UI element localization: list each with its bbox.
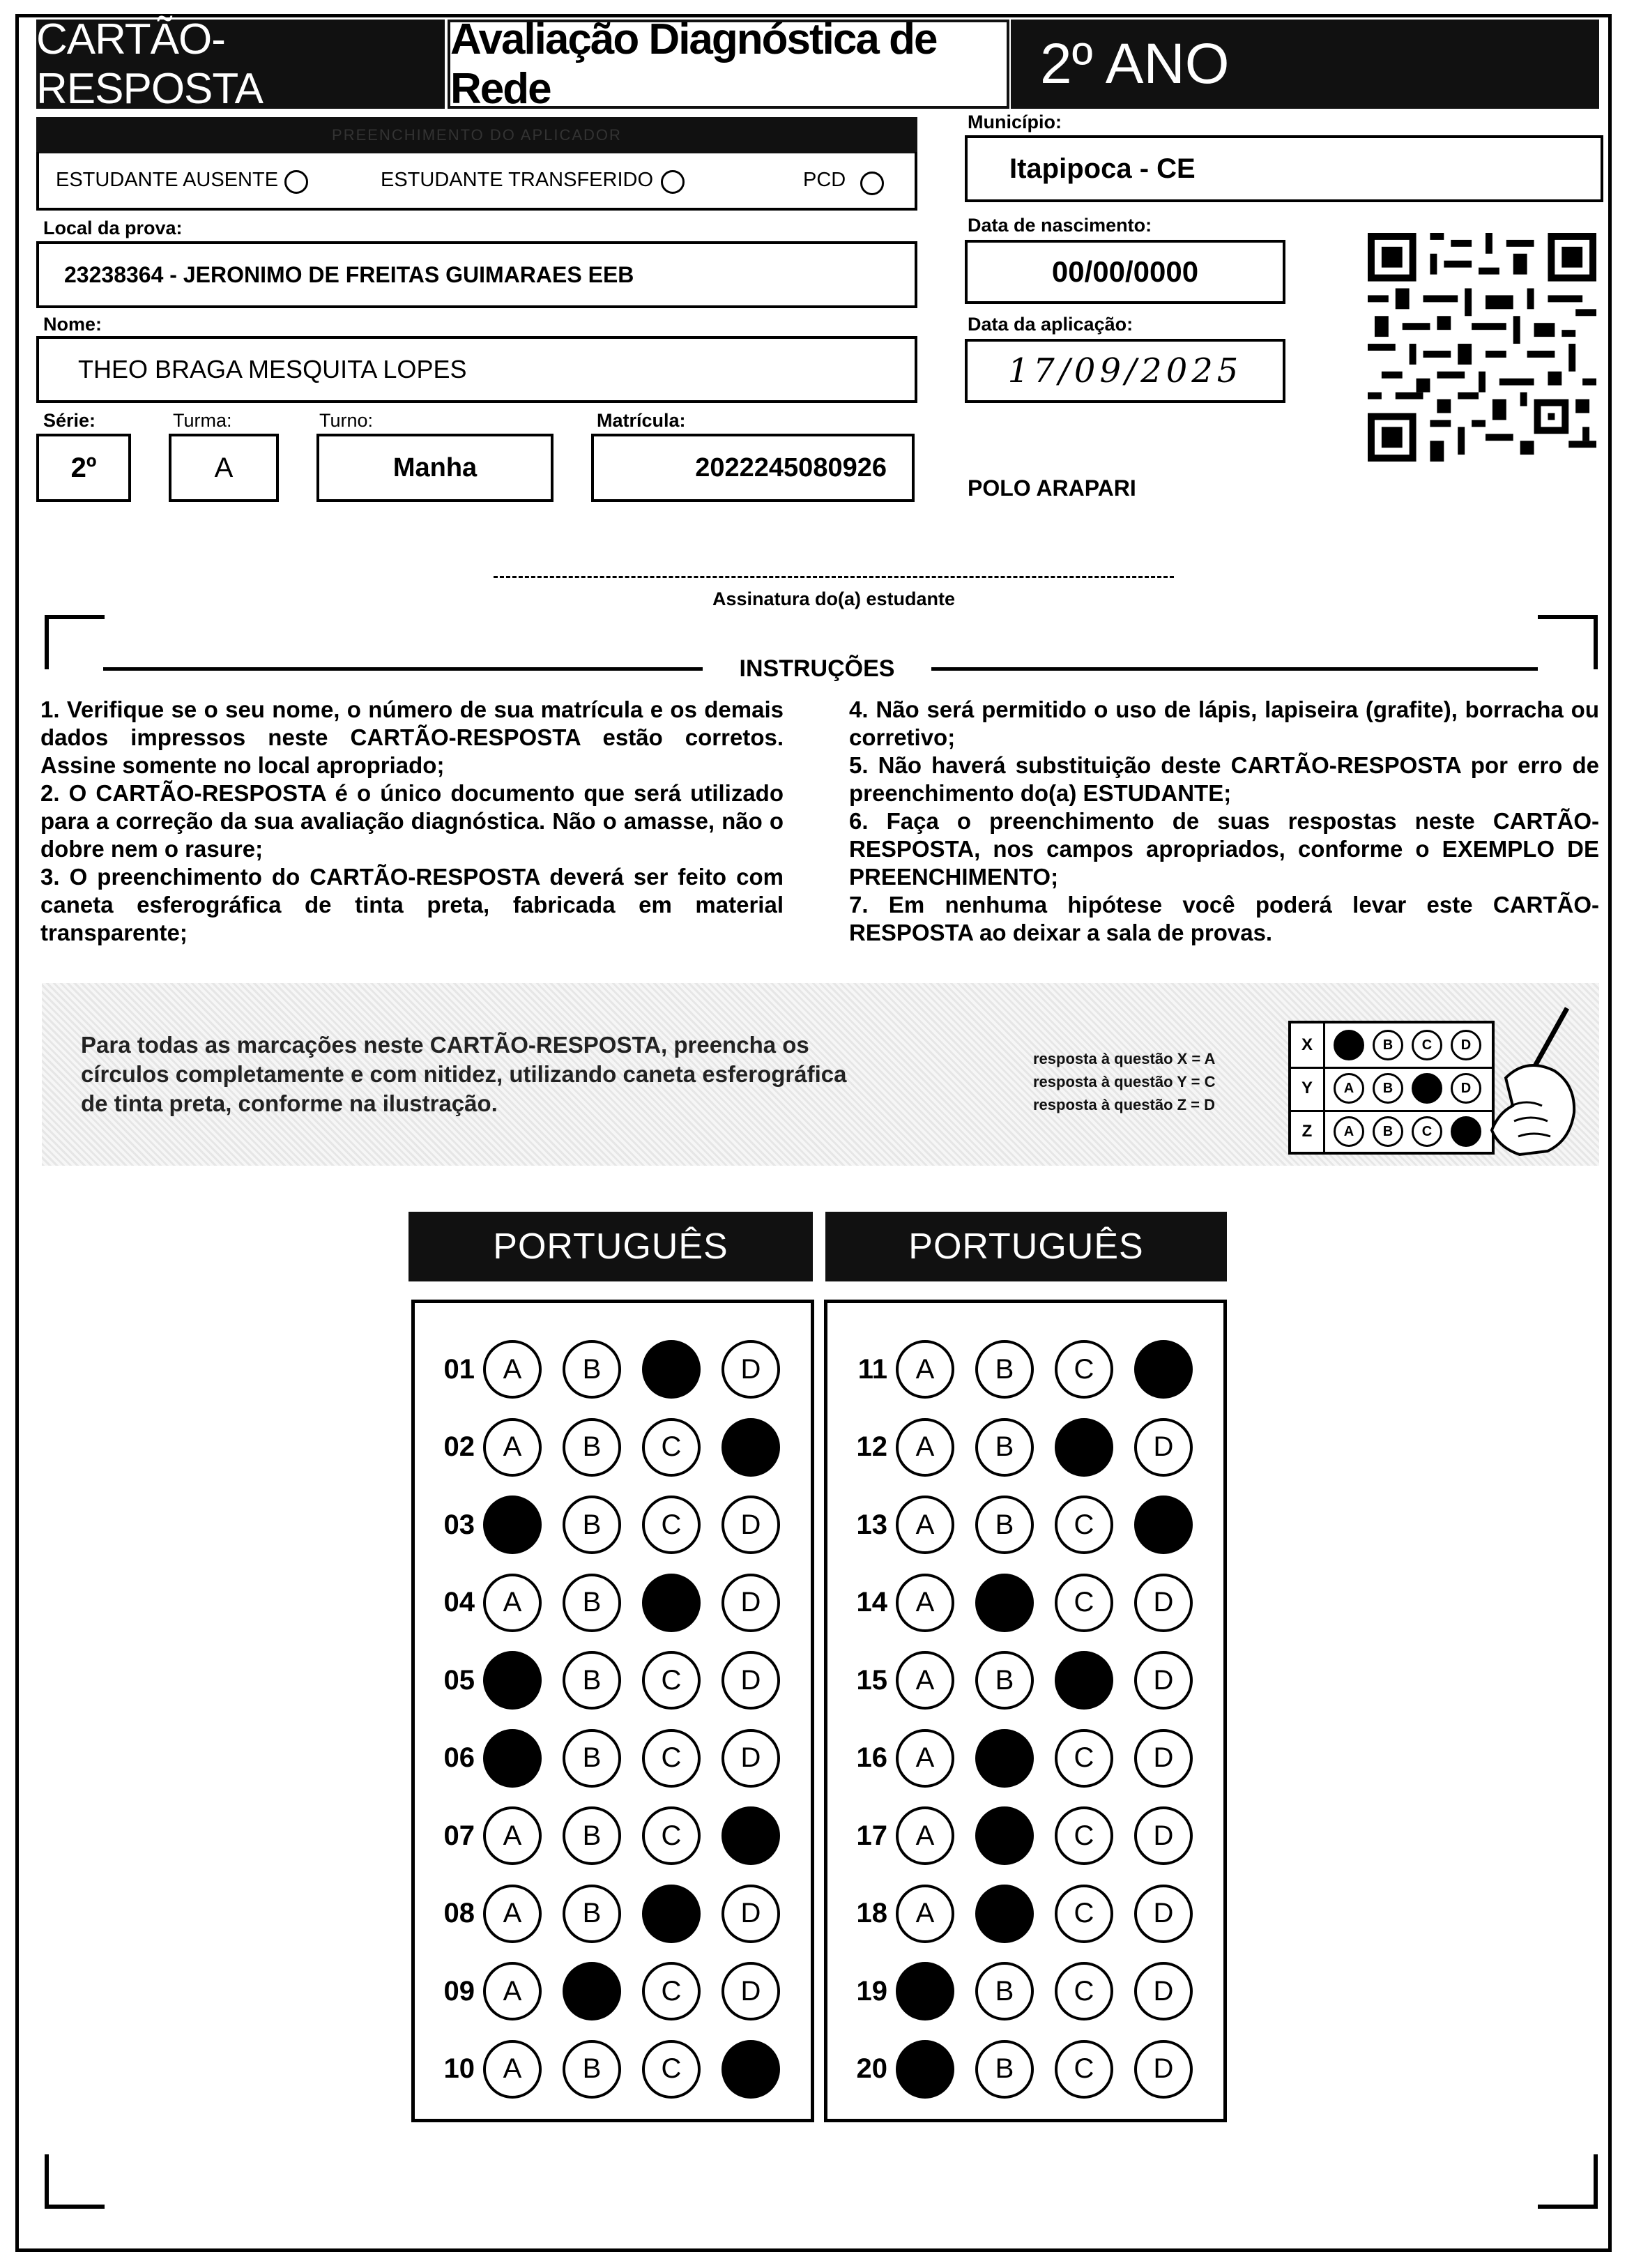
answer-bubble-c[interactable]: C bbox=[1055, 1962, 1113, 2020]
transferred-label: ESTUDANTE TRANSFERIDO bbox=[381, 169, 654, 191]
question-number: 20 bbox=[856, 2053, 887, 2084]
answer-bubble-a[interactable] bbox=[483, 1729, 542, 1788]
corner-mark-top-right bbox=[1538, 615, 1598, 669]
answer-bubble-c[interactable]: C bbox=[1055, 1729, 1113, 1788]
answer-bubble-c[interactable] bbox=[642, 1340, 701, 1399]
question-number: 10 bbox=[443, 2053, 475, 2084]
example-bubble: B bbox=[1373, 1030, 1403, 1060]
transferred-checkbox[interactable] bbox=[661, 170, 685, 194]
answer-bubble-a[interactable] bbox=[483, 1495, 542, 1554]
question-number: 09 bbox=[443, 1975, 475, 2007]
question-number: 05 bbox=[443, 1664, 475, 1696]
serie-value: 2º bbox=[70, 452, 97, 483]
municipio-label: Município: bbox=[968, 112, 1062, 132]
example-row-label: Y bbox=[1291, 1067, 1325, 1110]
question-number: 08 bbox=[443, 1898, 475, 1928]
example-row bbox=[1291, 1067, 1492, 1112]
answer-panel-1 bbox=[411, 1300, 814, 2122]
answer-bubble-c[interactable] bbox=[1055, 1418, 1113, 1477]
municipio-value: Itapipoca - CE bbox=[1009, 153, 1196, 184]
answer-bubble-b[interactable]: B bbox=[975, 1418, 1034, 1477]
answer-bubble-b[interactable]: B bbox=[975, 1340, 1034, 1399]
answer-bubble-b[interactable]: B bbox=[563, 1418, 621, 1477]
answer-bubble-d[interactable]: D bbox=[721, 1729, 780, 1788]
example-bubble: B bbox=[1373, 1116, 1403, 1147]
answer-bubble-a[interactable]: A bbox=[896, 1806, 954, 1865]
answer-bubble-b[interactable]: B bbox=[975, 2040, 1034, 2099]
example-bubble bbox=[1451, 1116, 1481, 1147]
answer-bubble-b[interactable] bbox=[563, 1962, 621, 2020]
answer-bubble-a[interactable]: A bbox=[896, 1418, 954, 1477]
answer-bubble-b[interactable] bbox=[975, 1729, 1034, 1788]
example-row bbox=[1291, 1110, 1492, 1153]
answer-bubble-b[interactable]: B bbox=[975, 1495, 1034, 1554]
application-date-field bbox=[965, 339, 1285, 403]
answer-bubble-b[interactable]: B bbox=[975, 1651, 1034, 1710]
question-row bbox=[415, 1415, 780, 1480]
instructions-left bbox=[40, 696, 784, 947]
serie-field bbox=[36, 434, 131, 502]
example-row-label: Z bbox=[1291, 1110, 1325, 1153]
applicator-bar bbox=[36, 117, 917, 153]
absent-checkbox[interactable] bbox=[284, 170, 308, 194]
municipio-field bbox=[965, 135, 1603, 202]
answer-panel-2 bbox=[824, 1300, 1227, 2122]
example-bubble: C bbox=[1412, 1116, 1442, 1147]
name-field bbox=[36, 336, 917, 403]
question-row bbox=[827, 1726, 1193, 1791]
pcd-checkbox[interactable] bbox=[860, 172, 884, 195]
absent-label: ESTUDANTE AUSENTE bbox=[56, 169, 279, 191]
example-bubble bbox=[1334, 1030, 1364, 1060]
matricula-field bbox=[591, 434, 915, 502]
answer-bubble-d[interactable]: D bbox=[1134, 2040, 1193, 2099]
example-legend-z: resposta à questão Z = D bbox=[1033, 1096, 1216, 1113]
signature-label: Assinatura do(a) estudante bbox=[712, 588, 956, 609]
corner-mark-top-left bbox=[45, 615, 105, 669]
question-number: 16 bbox=[856, 1742, 887, 1773]
example-legend-x: resposta à questão X = A bbox=[1033, 1050, 1216, 1067]
serie-label: Série: bbox=[43, 410, 96, 431]
example-bubble: B bbox=[1373, 1073, 1403, 1104]
question-row bbox=[827, 1570, 1193, 1636]
question-number: 19 bbox=[856, 1975, 887, 2007]
answer-bubble-c[interactable]: C bbox=[1055, 2040, 1113, 2099]
local-field bbox=[36, 241, 917, 308]
question-row bbox=[827, 1958, 1193, 2024]
answer-bubble-d[interactable]: D bbox=[1134, 1962, 1193, 2020]
applicator-bar-label: PREENCHIMENTO DO APLICADOR bbox=[332, 126, 622, 144]
answer-bubble-a[interactable]: A bbox=[483, 2040, 542, 2099]
instruction-item: 5. Não haverá substituição deste CARTÃO-RESPOSTA por erro de preenchimento do(a) ESTUDANTE; bbox=[849, 752, 1599, 806]
instruction-item: 2. O CARTÃO-RESPOSTA é o único documento que será utilizado para a correção da sua avaliação diagnóstica. Não o amasse, não o dobre nem o rasure; bbox=[40, 780, 784, 862]
answer-bubble-b[interactable]: B bbox=[563, 1806, 621, 1865]
question-row bbox=[415, 1881, 780, 1947]
birthdate-label: Data de nascimento: bbox=[968, 215, 1152, 236]
question-number: 12 bbox=[856, 1431, 887, 1462]
corner-mark-bottom-left bbox=[45, 2154, 105, 2209]
example-bubble: C bbox=[1412, 1030, 1442, 1060]
answer-bubble-a[interactable] bbox=[896, 2040, 954, 2099]
answer-bubble-d[interactable] bbox=[721, 1806, 780, 1865]
question-number: 11 bbox=[857, 1353, 887, 1385]
example-bubble: D bbox=[1451, 1030, 1481, 1060]
question-number: 06 bbox=[443, 1742, 475, 1773]
answer-bubble-c[interactable]: C bbox=[642, 1806, 701, 1865]
question-row bbox=[827, 1492, 1193, 1558]
answer-bubble-d[interactable]: D bbox=[1134, 1729, 1193, 1788]
answer-bubble-a[interactable]: A bbox=[483, 1418, 542, 1477]
question-number: 03 bbox=[443, 1509, 475, 1540]
turma-field bbox=[169, 434, 279, 502]
turno-value: Manha bbox=[392, 452, 478, 482]
instruction-item: 3. O preenchimento do CARTÃO-RESPOSTA deverá ser feito com caneta esferográfica de tinta preta, fabricada em material transparente; bbox=[40, 864, 784, 945]
question-number: 14 bbox=[856, 1587, 887, 1618]
answer-bubble-a[interactable]: A bbox=[483, 1885, 542, 1943]
answer-bubble-d[interactable] bbox=[721, 2040, 780, 2099]
turno-field bbox=[316, 434, 553, 502]
answer-bubble-c[interactable]: C bbox=[1055, 1340, 1113, 1399]
answer-bubble-b[interactable] bbox=[975, 1574, 1034, 1632]
local-label: Local da prova: bbox=[43, 218, 183, 238]
panel-title-1: PORTUGUÊS bbox=[408, 1212, 813, 1281]
answer-bubble-d[interactable]: D bbox=[1134, 1651, 1193, 1710]
question-row bbox=[827, 1881, 1193, 1947]
matricula-value: 2022245080926 bbox=[695, 452, 887, 482]
question-row bbox=[415, 1570, 780, 1636]
example-grid bbox=[1288, 1021, 1495, 1155]
example-bubble bbox=[1412, 1073, 1442, 1104]
question-number: 18 bbox=[856, 1898, 887, 1928]
question-row bbox=[415, 2037, 780, 2102]
answer-bubble-c[interactable] bbox=[1055, 1651, 1113, 1710]
answer-bubble-c[interactable]: C bbox=[642, 2040, 701, 2099]
grade-title: 2º ANO bbox=[1011, 20, 1599, 109]
answer-bubble-d[interactable]: D bbox=[721, 1340, 780, 1399]
answer-bubble-d[interactable] bbox=[1134, 1495, 1193, 1554]
birthdate-field bbox=[965, 240, 1285, 304]
status-box bbox=[36, 152, 917, 211]
question-row bbox=[415, 1958, 780, 2024]
question-row bbox=[827, 1647, 1193, 1713]
question-row bbox=[415, 1803, 780, 1869]
question-row bbox=[415, 1726, 780, 1791]
example-text: Para todas as marcações neste CARTÃO-RESPOSTA, preencha os círculos completamente e com nitidez, utilizando caneta esferográfica de tinta preta, conforme na ilustração. bbox=[81, 1032, 847, 1116]
question-number: 15 bbox=[856, 1664, 887, 1696]
application-date-label: Data da aplicação: bbox=[968, 314, 1133, 335]
example-row-label: X bbox=[1291, 1023, 1325, 1067]
answer-bubble-b[interactable]: B bbox=[975, 1962, 1034, 2020]
answer-bubble-b[interactable]: B bbox=[563, 1729, 621, 1788]
answer-bubble-a[interactable]: A bbox=[896, 1651, 954, 1710]
signature-line[interactable] bbox=[494, 576, 1174, 578]
answer-bubble-c[interactable]: C bbox=[1055, 1495, 1113, 1554]
answer-bubble-a[interactable] bbox=[896, 1962, 954, 2020]
example-legend-y: resposta à questão Y = C bbox=[1033, 1073, 1216, 1090]
example-legend bbox=[1033, 1047, 1215, 1116]
qr-code bbox=[1368, 233, 1596, 462]
answer-bubble-c[interactable]: C bbox=[1055, 1574, 1113, 1632]
example-bubble: A bbox=[1334, 1073, 1364, 1104]
answer-bubble-c[interactable]: C bbox=[642, 1495, 701, 1554]
answer-bubble-c[interactable]: C bbox=[1055, 1885, 1113, 1943]
evaluation-title: Avaliação Diagnóstica de Rede bbox=[448, 20, 1009, 109]
question-number: 04 bbox=[443, 1587, 475, 1618]
instruction-item: 1. Verifique se o seu nome, o número de sua matrícula e os demais dados impressos neste CARTÃO-RESPOSTA estão corretos. Assine somente no local apropriado; bbox=[40, 697, 784, 778]
answer-bubble-a[interactable] bbox=[483, 1651, 542, 1710]
question-row bbox=[827, 1337, 1193, 1402]
question-row bbox=[827, 2037, 1193, 2102]
question-number: 02 bbox=[443, 1431, 475, 1462]
answer-bubble-c[interactable] bbox=[642, 1574, 701, 1632]
question-row bbox=[415, 1492, 780, 1558]
answer-bubble-b[interactable]: B bbox=[563, 1340, 621, 1399]
question-number: 01 bbox=[443, 1353, 475, 1385]
answer-bubble-c[interactable]: C bbox=[1055, 1806, 1113, 1865]
answer-bubble-d[interactable]: D bbox=[721, 1885, 780, 1943]
turma-label: Turma: bbox=[173, 410, 232, 431]
name-value: THEO BRAGA MESQUITA LOPES bbox=[78, 355, 467, 383]
question-number: 07 bbox=[443, 1820, 475, 1851]
corner-mark-bottom-right bbox=[1538, 2154, 1598, 2209]
answer-bubble-b[interactable]: B bbox=[563, 1885, 621, 1943]
answer-bubble-d[interactable]: D bbox=[721, 1651, 780, 1710]
matricula-label: Matrícula: bbox=[597, 410, 686, 431]
instruction-item: 6. Faça o preenchimento de suas respostas neste CARTÃO-RESPOSTA, nos campos apropriados, conforme o EXEMPLO DE PREENCHIMENTO; bbox=[849, 808, 1599, 890]
answer-bubble-d[interactable] bbox=[721, 1418, 780, 1477]
answer-bubble-b[interactable]: B bbox=[563, 1651, 621, 1710]
card-title: CARTÃO-RESPOSTA bbox=[36, 20, 445, 109]
instruction-item: 7. Em nenhuma hipótese você poderá levar este CARTÃO-RESPOSTA ao deixar a sala de provas. bbox=[849, 892, 1599, 945]
answer-bubble-b[interactable] bbox=[975, 1885, 1034, 1943]
instructions-right bbox=[849, 696, 1599, 947]
answer-bubble-d[interactable]: D bbox=[1134, 1885, 1193, 1943]
question-row bbox=[827, 1415, 1193, 1480]
turno-label: Turno: bbox=[319, 410, 374, 431]
answer-bubble-c[interactable]: C bbox=[642, 1651, 701, 1710]
instructions-rule-right bbox=[931, 667, 1538, 671]
hand-with-pen-icon bbox=[1478, 1001, 1582, 1162]
answer-bubble-a[interactable]: A bbox=[483, 1574, 542, 1632]
application-date-value: 17/09/2025 bbox=[1007, 351, 1243, 390]
question-row bbox=[415, 1647, 780, 1713]
answer-bubble-a[interactable]: A bbox=[483, 1340, 542, 1399]
answer-bubble-a[interactable]: A bbox=[896, 1574, 954, 1632]
answer-bubble-d[interactable]: D bbox=[1134, 1574, 1193, 1632]
answer-bubble-a[interactable]: A bbox=[896, 1340, 954, 1399]
answer-bubble-c[interactable]: C bbox=[642, 1418, 701, 1477]
answer-bubble-d[interactable]: D bbox=[1134, 1418, 1193, 1477]
answer-bubble-d[interactable] bbox=[1134, 1340, 1193, 1399]
answer-bubble-c[interactable] bbox=[642, 1885, 701, 1943]
answer-bubble-d[interactable]: D bbox=[721, 1574, 780, 1632]
question-row bbox=[827, 1803, 1193, 1869]
name-label: Nome: bbox=[43, 314, 102, 335]
question-row bbox=[415, 1337, 780, 1402]
pcd-label: PCD bbox=[803, 169, 846, 191]
panel-title-2: PORTUGUÊS bbox=[825, 1212, 1227, 1281]
example-row bbox=[1291, 1023, 1492, 1069]
answer-bubble-a[interactable]: A bbox=[896, 1729, 954, 1788]
answer-bubble-a[interactable]: A bbox=[483, 1806, 542, 1865]
answer-bubble-d[interactable]: D bbox=[721, 1495, 780, 1554]
local-value: 23238364 - JERONIMO DE FREITAS GUIMARAES EEB bbox=[64, 261, 634, 287]
answer-bubble-b[interactable]: B bbox=[563, 2040, 621, 2099]
birthdate-value: 00/00/0000 bbox=[1051, 255, 1199, 288]
turma-value: A bbox=[214, 452, 234, 483]
question-number: 13 bbox=[856, 1509, 887, 1540]
answer-bubble-d[interactable]: D bbox=[721, 1962, 780, 2020]
polo-label: POLO ARAPARI bbox=[968, 475, 1136, 501]
answer-bubble-c[interactable]: C bbox=[642, 1962, 701, 2020]
question-number: 17 bbox=[856, 1820, 887, 1851]
answer-bubble-b[interactable] bbox=[975, 1806, 1034, 1865]
answer-bubble-a[interactable]: A bbox=[896, 1495, 954, 1554]
answer-bubble-a[interactable]: A bbox=[896, 1885, 954, 1943]
example-bubble: A bbox=[1334, 1116, 1364, 1147]
answer-bubble-c[interactable]: C bbox=[642, 1729, 701, 1788]
instructions-rule-left bbox=[103, 667, 703, 671]
answer-bubble-a[interactable]: A bbox=[483, 1962, 542, 2020]
instructions-title: INSTRUÇÕES bbox=[739, 655, 895, 682]
answer-bubble-b[interactable]: B bbox=[563, 1495, 621, 1554]
instruction-item: 4. Não será permitido o uso de lápis, lapiseira (grafite), borracha ou corretivo; bbox=[849, 697, 1599, 750]
example-bubble: D bbox=[1451, 1073, 1481, 1104]
answer-bubble-b[interactable]: B bbox=[563, 1574, 621, 1632]
answer-bubble-d[interactable]: D bbox=[1134, 1806, 1193, 1865]
